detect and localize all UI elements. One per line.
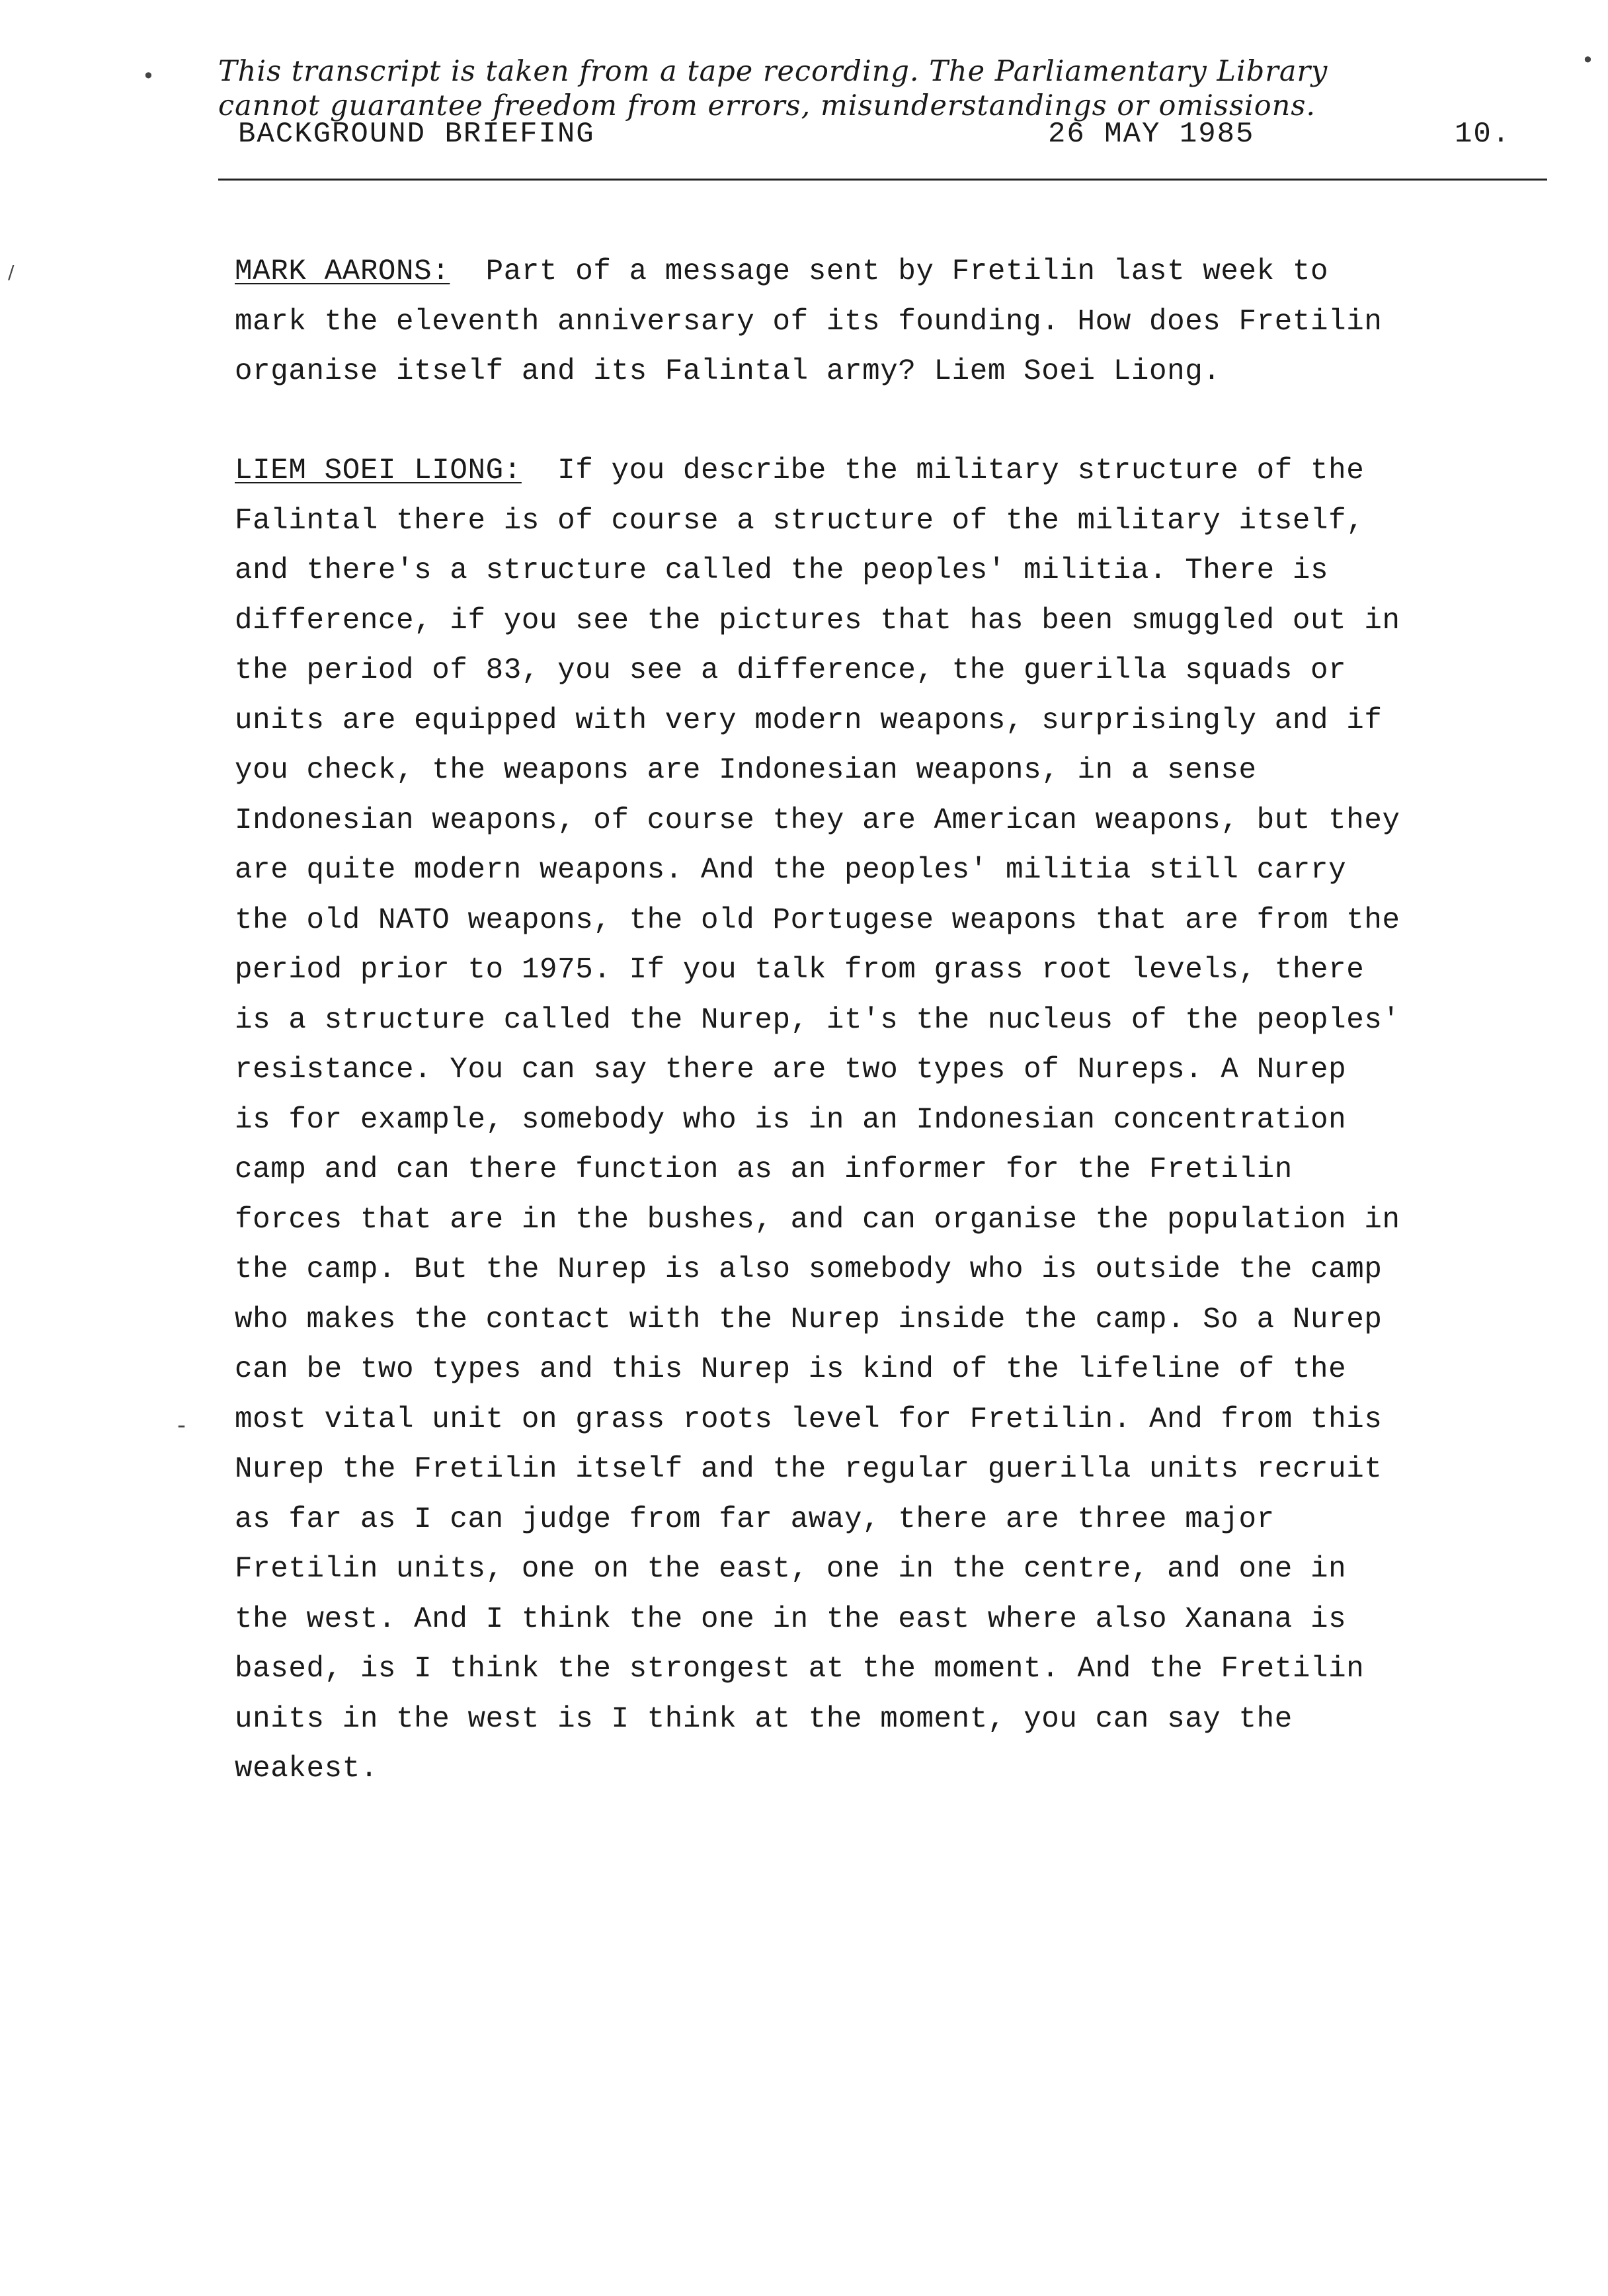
scan-speck: • bbox=[142, 63, 155, 89]
broadcast-date: 26 MAY 1985 bbox=[1048, 118, 1255, 151]
paragraph-line bbox=[235, 247, 1557, 298]
transcript-line: organise itself and its Falintal army? Liem Soei Liong. bbox=[235, 355, 1221, 388]
scan-speck: • bbox=[1582, 48, 1594, 73]
transcript-line: Falintal there is of course a structure of the military itself, bbox=[235, 504, 1365, 538]
transcript-line: are quite modern weapons. And the peoples' militia still carry bbox=[235, 854, 1347, 887]
transcript-line: forces that are in the bushes, and can organise the population in bbox=[235, 1203, 1400, 1237]
transcript-line: most vital unit on grass roots level for Fretilin. And from this bbox=[235, 1403, 1383, 1436]
transcript-line: based, is I think the strongest at the moment. And the Fretilin bbox=[235, 1653, 1365, 1686]
transcript-line: the old NATO weapons, the old Portugese weapons that are from the bbox=[235, 903, 1400, 937]
page-number: 10. bbox=[1455, 118, 1511, 151]
program-title: BACKGROUND BRIEFING bbox=[238, 118, 595, 151]
disclaimer-line: cannot guarantee freedom from errors, misunderstandings or omissions. bbox=[218, 89, 1316, 122]
transcript-line: the period of 83, you see a difference, the guerilla squads or bbox=[235, 654, 1347, 687]
transcript-line: who makes the contact with the Nurep inside the camp. So a Nurep bbox=[235, 1303, 1383, 1336]
transcript-line: units in the west is I think at the moment, you can say the bbox=[235, 1702, 1293, 1736]
transcript-line: resistance. You can say there are two types of Nureps. A Nurep bbox=[235, 1053, 1347, 1086]
transcript-line: Fretilin units, one on the east, one in the centre, and one in bbox=[235, 1553, 1347, 1586]
transcript-line: mark the eleventh anniversary of its founding. How does Fretilin bbox=[235, 305, 1383, 339]
transcript-line: you check, the weapons are Indonesian weapons, in a sense bbox=[235, 754, 1257, 787]
disclaimer-line: This transcript is taken from a tape recording. The Parliamentary Library bbox=[218, 55, 1328, 88]
scan-speck: / bbox=[8, 261, 15, 283]
transcript-paragraph bbox=[235, 247, 1557, 397]
transcript-line: weakest. bbox=[235, 1752, 378, 1785]
header-divider bbox=[218, 179, 1547, 181]
transcript-line: units are equipped with very modern weapons, surprisingly and if bbox=[235, 704, 1383, 737]
transcript-line: Indonesian weapons, of course they are American weapons, but they bbox=[235, 803, 1400, 837]
transcript-line: the west. And I think the one in the east where also Xanana is bbox=[235, 1602, 1347, 1636]
transcript-text: If you describe the military structure of the bbox=[521, 454, 1365, 487]
transcript-line: the camp. But the Nurep is also somebody who is outside the camp bbox=[235, 1253, 1383, 1286]
transcript-line: is a structure called the Nurep, it's the nucleus of the peoples' bbox=[235, 1003, 1400, 1037]
transcript-text: Part of a message sent by Fretilin last week to bbox=[450, 255, 1329, 288]
margin-dash: - bbox=[177, 1412, 186, 1439]
speaker-name: LIEM SOEI LIONG: bbox=[235, 454, 522, 487]
speaker-name: MARK AARONS: bbox=[235, 255, 450, 288]
transcript-line: as far as I can judge from far away, there are three major bbox=[235, 1502, 1275, 1536]
transcript-line: camp and can there function as an informer for the Fretilin bbox=[235, 1153, 1293, 1186]
page-header bbox=[238, 118, 1521, 157]
transcript-line: and there's a structure called the peoples' militia. There is bbox=[235, 554, 1329, 587]
transcript-line: difference, if you see the pictures that has been smuggled out in bbox=[235, 604, 1400, 637]
paragraph-line bbox=[235, 446, 1557, 497]
transcript-paragraph bbox=[235, 446, 1557, 1795]
transcript-line: is for example, somebody who is in an Indonesian concentration bbox=[235, 1103, 1347, 1137]
transcript-line: Nurep the Fretilin itself and the regular guerilla units recruit bbox=[235, 1453, 1383, 1486]
transcript-line: can be two types and this Nurep is kind of the lifeline of the bbox=[235, 1353, 1347, 1386]
transcript-line: period prior to 1975. If you talk from grass root levels, there bbox=[235, 954, 1365, 987]
transcript-disclaimer bbox=[218, 54, 1527, 123]
